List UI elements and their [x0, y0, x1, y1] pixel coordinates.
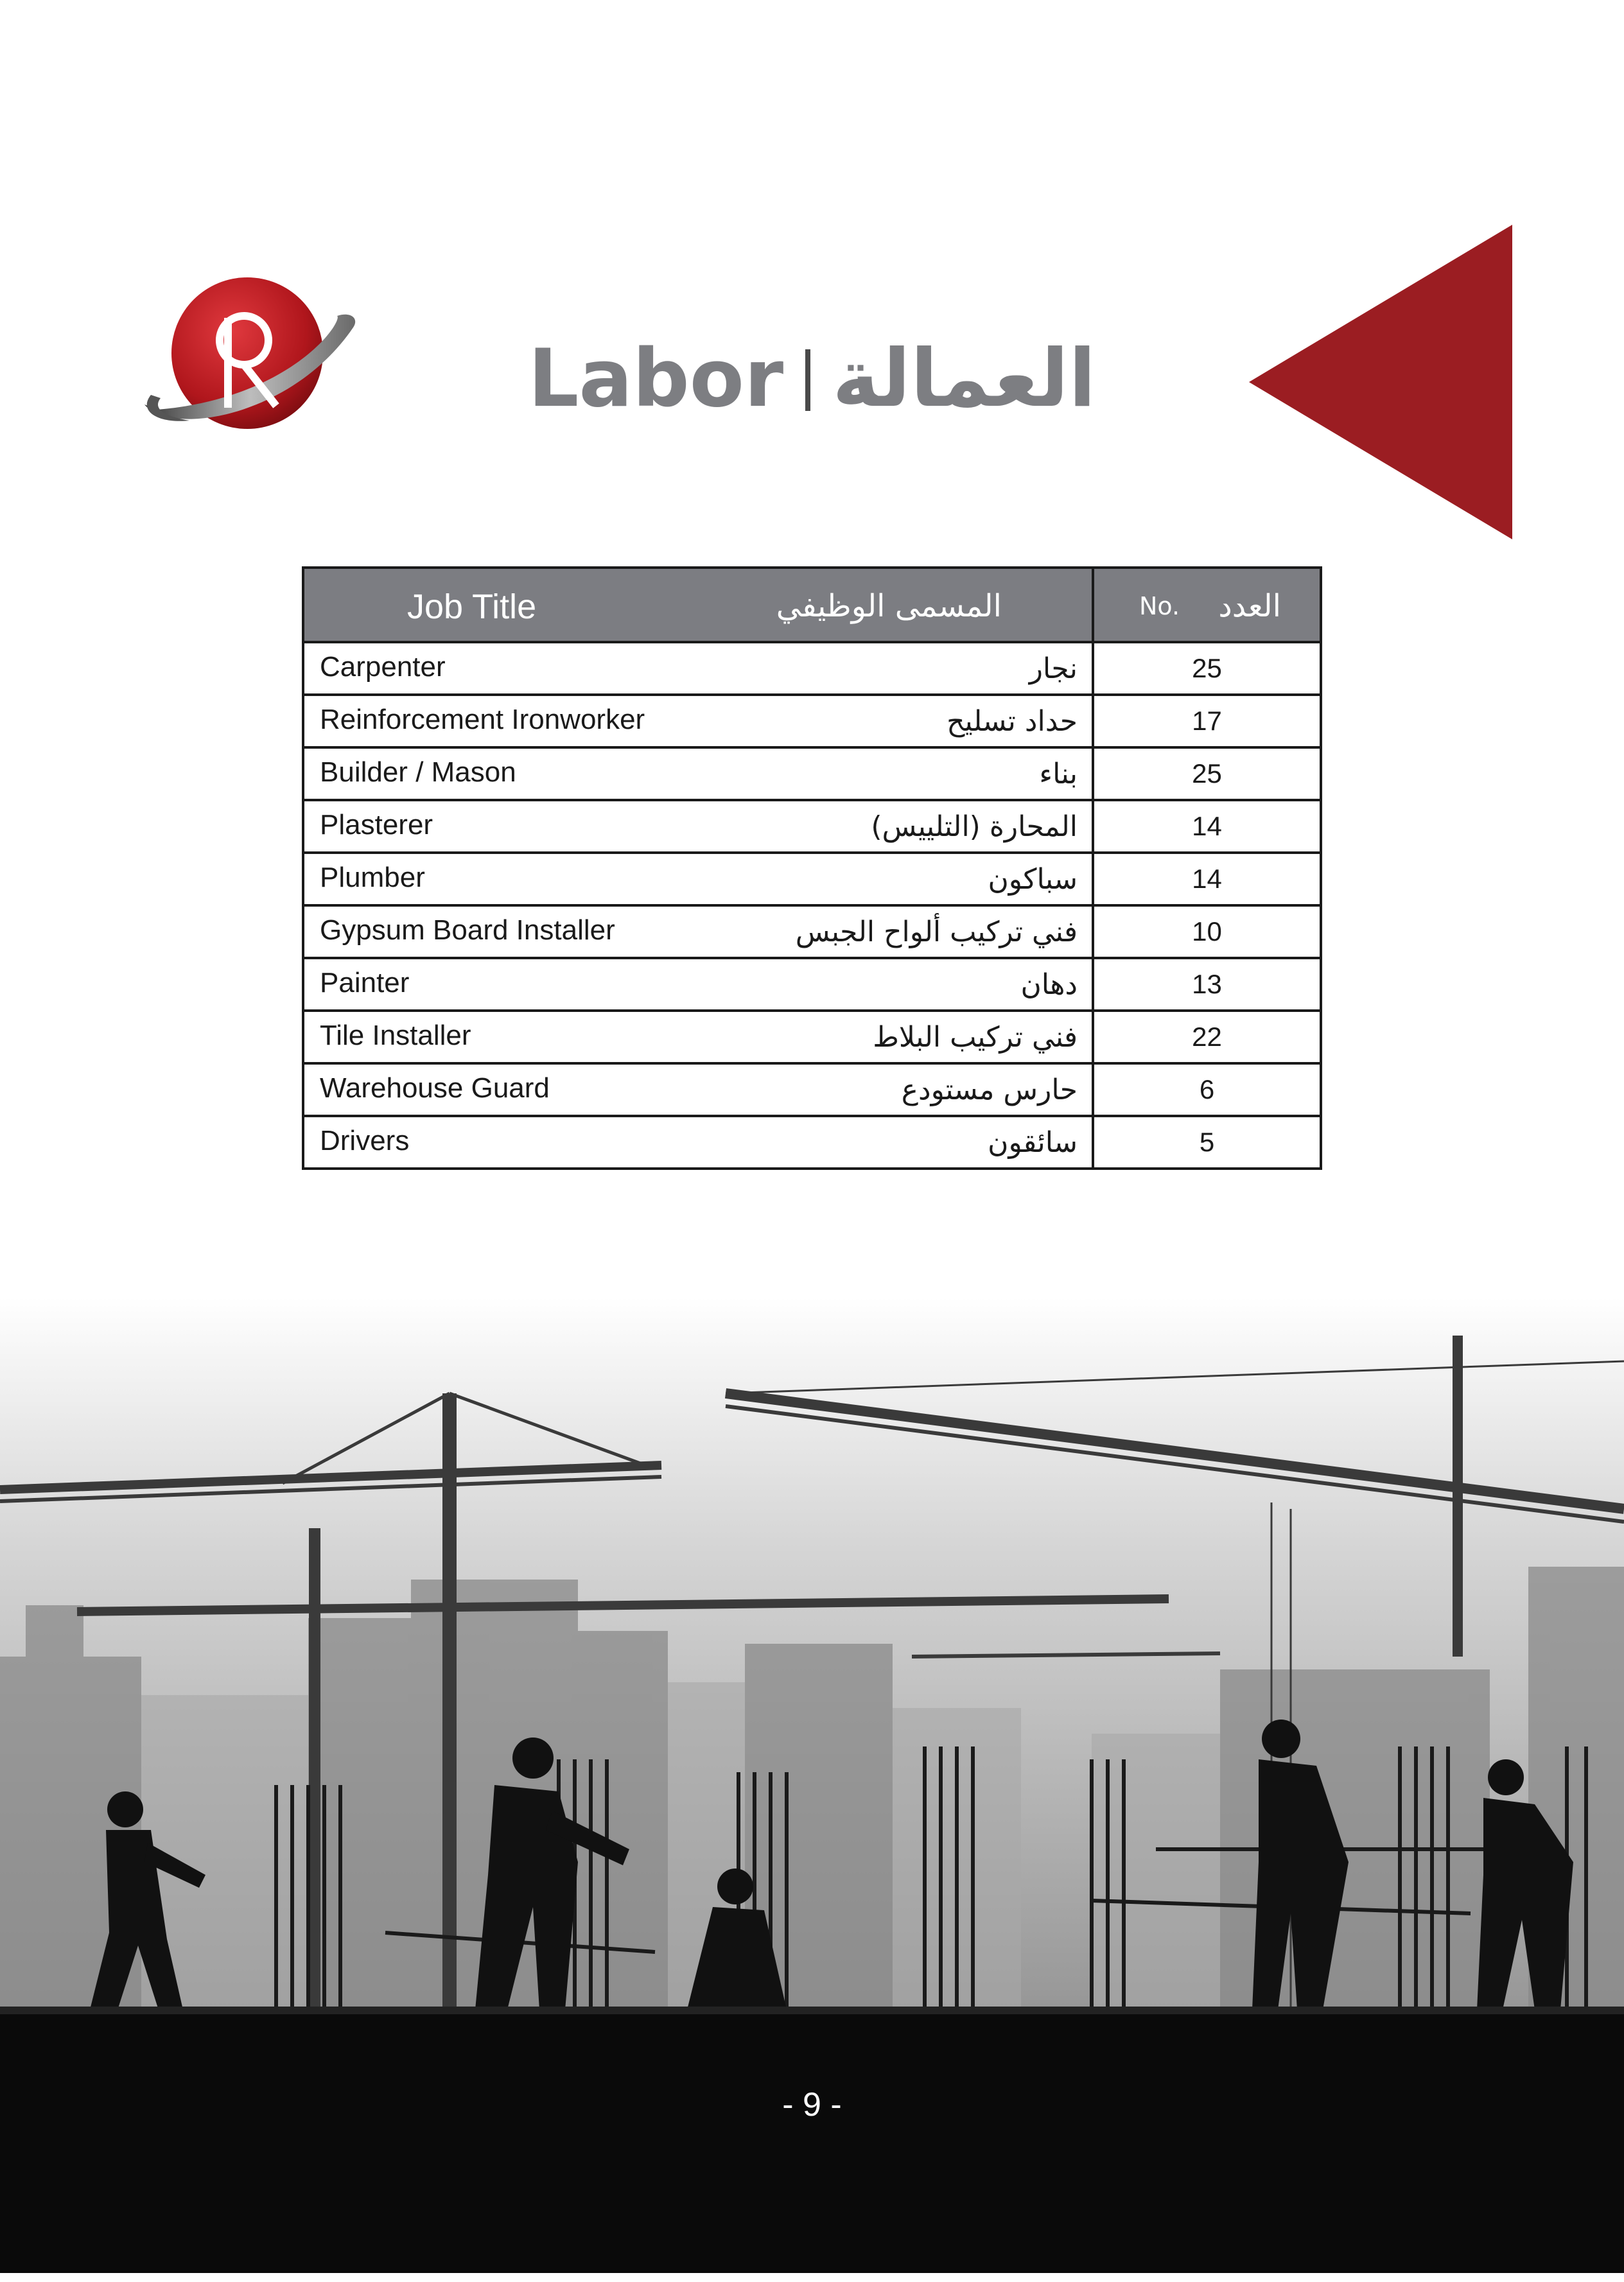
job-count: 5: [1093, 1116, 1321, 1169]
page-number: - 9 -: [782, 2086, 842, 2123]
table-row: [303, 642, 1321, 695]
job-title-ar: سائقون: [988, 1126, 1078, 1159]
table-row: [303, 800, 1321, 853]
title-english: Labor: [528, 333, 784, 425]
table-row: [303, 1116, 1321, 1169]
job-title-en: Gypsum Board Installer: [320, 914, 615, 946]
job-count: 13: [1093, 958, 1321, 1011]
job-count: 17: [1093, 695, 1321, 747]
job-title-en: Plasterer: [320, 809, 433, 841]
job-title-en: Drivers: [320, 1125, 410, 1156]
table-row: [303, 958, 1321, 1011]
title-arabic: العمالة: [832, 333, 1096, 425]
title-separator: [805, 349, 810, 411]
header-number-ar: العدد: [1218, 588, 1281, 624]
job-title-en: Plumber: [320, 862, 425, 893]
job-title-ar: سباكون: [988, 863, 1078, 896]
job-title-ar: دهان: [1020, 968, 1078, 1001]
job-title-ar: نجار: [1029, 652, 1078, 685]
job-count: 22: [1093, 1011, 1321, 1063]
header-job-title-en: Job Title: [407, 588, 537, 626]
table-row: [303, 695, 1321, 747]
job-title-en: Tile Installer: [320, 1020, 471, 1051]
job-count: 10: [1093, 905, 1321, 958]
job-count: 25: [1093, 747, 1321, 800]
table-header-row: [303, 568, 1321, 642]
table-row: [303, 1063, 1321, 1116]
job-title-ar: حارس مستودع: [901, 1074, 1078, 1106]
page-title: [0, 327, 1624, 430]
job-title-ar: المحارة (التلييس): [871, 810, 1078, 843]
job-title-ar: حداد تسليح: [947, 705, 1078, 738]
job-count: 14: [1093, 853, 1321, 905]
job-count: 6: [1093, 1063, 1321, 1116]
job-title-en: Builder / Mason: [320, 756, 516, 788]
construction-photo: [0, 1297, 1624, 2273]
labor-table: [302, 566, 1322, 1170]
job-title-en: Warehouse Guard: [320, 1072, 550, 1104]
table-row: [303, 905, 1321, 958]
job-title-en: Reinforcement Ironworker: [320, 704, 645, 735]
header-job-title: [303, 568, 1093, 642]
job-title-ar: بناء: [1039, 758, 1078, 790]
table-row: [303, 747, 1321, 800]
table-row: [303, 1011, 1321, 1063]
header-number: [1093, 568, 1321, 642]
header-number-en: No.: [1139, 592, 1180, 620]
job-count: 14: [1093, 800, 1321, 853]
job-count: 25: [1093, 642, 1321, 695]
job-title-ar: فني تركيب البلاط: [873, 1021, 1078, 1054]
job-title-en: Carpenter: [320, 651, 446, 683]
job-title-en: Painter: [320, 967, 410, 998]
job-title-ar: فني تركيب ألواح الجبس: [795, 916, 1078, 948]
table-row: [303, 853, 1321, 905]
header-job-title-ar: المسمى الوظيفي: [776, 588, 1002, 624]
